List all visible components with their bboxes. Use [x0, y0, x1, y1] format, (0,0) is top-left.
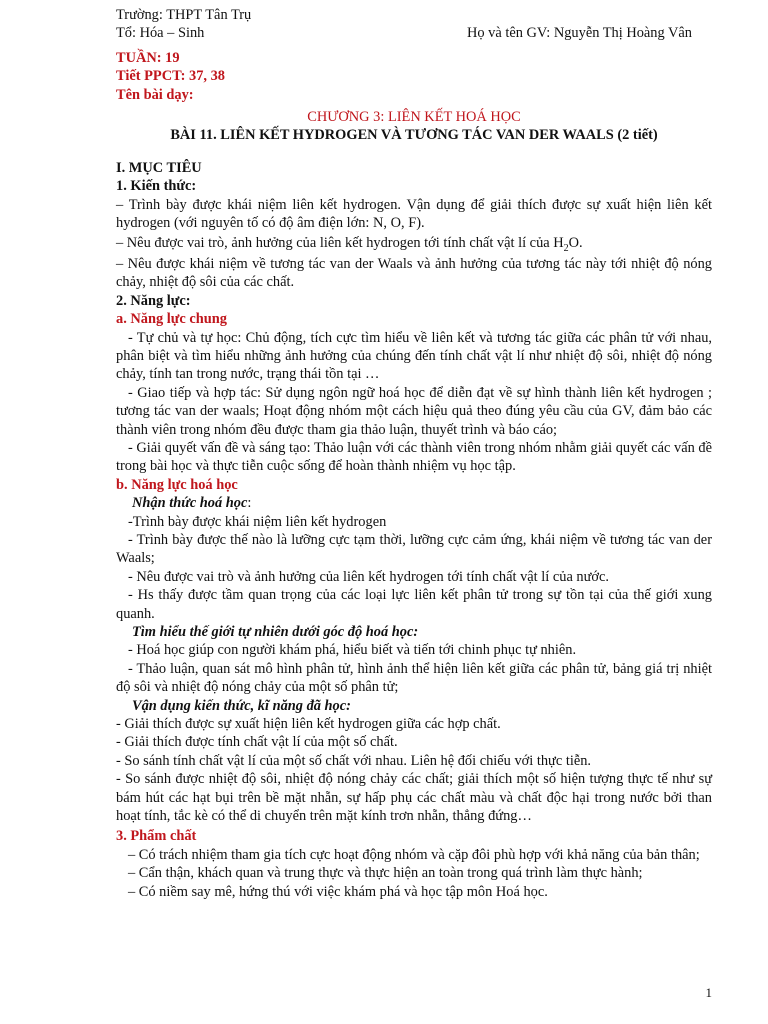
period-label: Tiết PPCT: 37, 38 [116, 68, 225, 85]
department: Tổ: Hóa – Sinh [116, 25, 205, 42]
apply-item-4: - So sánh được nhiệt độ sôi, nhiệt độ nóng chảy các chất; giải thích một số hiện tượng thực tế như sự bám hút các hạt bụi trên bề mặt nhẵn, sự hấp phụ các chất màu và chất độc hại trong nước bởi than hoạt tính, tắc kè có thể di chuyển trên mặt kính trơn nhẵn, thẳng đứng… [116, 771, 712, 825]
teacher-name: Họ và tên GV: Nguyễn Thị Hoàng Vân [466, 25, 692, 42]
general-item-1: - Tự chủ và tự học: Chủ động, tích cực tìm hiểu về liên kết và tương tác giữa các phân tử với nhau, phân biệt và tìm hiểu những ảnh hưởng của chúng đến tính chất vật lí như nhiệt độ sôi, nhiệt độ nóng chảy, tính tan trong nước, trạng thái tồn tại … [116, 329, 712, 383]
awareness-heading [116, 494, 712, 512]
school-line: Trường: THPT Tân Trụ [116, 7, 252, 23]
knowledge-heading: 1. Kiến thức: [116, 178, 197, 195]
explore-item-1: - Hoá học giúp con người khám phá, hiểu biết và tiến tới chinh phục tự nhiên. [128, 642, 577, 659]
apply-item-2: - Giải thích được tính chất vật lí của một số chất. [116, 734, 398, 751]
apply-heading: Vận dụng kiến thức, kĩ năng đã học: [132, 697, 351, 714]
quality-item-3: – Có niềm say mê, hứng thú với việc khám phá và học tập môn Hoá học. [128, 883, 548, 900]
apply-item-1: - Giải thích được sự xuất hiện liên kết hydrogen giữa các hợp chất. [116, 716, 501, 733]
awareness-item-3: - Nêu được vai trò và ảnh hưởng của liên kết hydrogen tới tính chất vật lí của nước. [128, 568, 610, 585]
explore-heading: Tìm hiểu thế giới tự nhiên dưới góc độ hoá học: [132, 624, 419, 640]
qualities-heading: 3. Phẩm chất [116, 828, 197, 845]
lesson-title: BÀI 11. LIÊN KẾT HYDROGEN VÀ TƯƠNG TÁC VAN DER WAALS (2 tiết) [170, 127, 658, 144]
knowledge-item-2-text: – Nêu được vai trò, ảnh hưởng của liên kết hydrogen tới tính chất vật lí của H [116, 235, 564, 252]
awareness-colon: : [247, 495, 252, 512]
apply-item-3: - So sánh tính chất vật lí của một số chất với nhau. Liên hệ đối chiếu với thực tiễn. [116, 752, 592, 769]
awareness-item-1: -Trình bày được khái niệm liên kết hydrogen [128, 513, 387, 530]
competence-heading: 2. Năng lực: [116, 292, 191, 309]
quality-item-2: – Cẩn thận, khách quan và trung thực và thực hiện an toàn trong quá trình làm thực hành; [128, 865, 643, 882]
knowledge-item-1: – Trình bày được khái niệm liên kết hydrogen. Vận dụng để giải thích được sự xuất hiện liên kết hydrogen (với nguyên tố có độ âm điện lớn: N, O, F). [116, 196, 712, 232]
knowledge-item-2 [116, 234, 712, 255]
section-objectives: I. MỤC TIÊU [116, 159, 202, 176]
general-competence-heading: a. Năng lực chung [116, 311, 227, 328]
chem-competence-heading: b. Năng lực hoá học [116, 476, 238, 493]
knowledge-item-3: – Nêu được khái niệm về tương tác van der Waals và ảnh hưởng của tương tác này tới nhiệt độ nóng chảy, nhiệt độ sôi của các chất. [116, 255, 712, 291]
subscript-2: 2 [563, 243, 569, 255]
lesson-name-label: Tên bài dạy: [116, 86, 194, 103]
general-item-3: - Giải quyết vấn đề và sáng tạo: Thảo luận với các thành viên trong nhóm nhằm giải quyết các vấn đề trong bài học và thực tiễn cuộc sống để hoàn thành nhiệm vụ học tập. [116, 439, 712, 475]
header-row [116, 24, 712, 42]
quality-item-1: – Có trách nhiệm tham gia tích cực hoạt động nhóm và cặp đôi phù hợp với khả năng của bản thân; [128, 846, 700, 863]
week-label: TUẦN: 19 [116, 49, 180, 66]
knowledge-item-2-end: O. [568, 235, 583, 252]
explore-item-2: - Thảo luận, quan sát mô hình phân tử, hình ảnh thể hiện liên kết giữa các phân tử, bảng giá trị nhiệt độ sôi và nhiệt độ nóng chảy của một số phân tử; [116, 660, 712, 696]
general-item-2: - Giao tiếp và hợp tác: Sử dụng ngôn ngữ hoá học để diễn đạt về sự hình thành liên kết hydrogen ; tương tác van der waals; Hoạt động nhóm một cách hiệu quả theo đúng yêu cầu của GV, đảm bảo các thành viên trong nhóm đều được tham gia thảo luận, thuyết trình và báo cáo; [116, 384, 712, 438]
awareness-item-4: - Hs thấy được tầm quan trọng của các loại lực liên kết phân tử trong sự tồn tại của thế giới xung quanh. [116, 587, 712, 622]
awareness-heading-text: Nhận thức hoá học [132, 495, 248, 512]
chapter-title: CHƯƠNG 3: LIÊN KẾT HOÁ HỌC [307, 109, 521, 126]
awareness-item-2: - Trình bày được thế nào là lưỡng cực tạm thời, lưỡng cực cảm ứng, khái niệm về tương tác van der Waals; [116, 531, 712, 567]
page-number: 1 [705, 984, 712, 1000]
